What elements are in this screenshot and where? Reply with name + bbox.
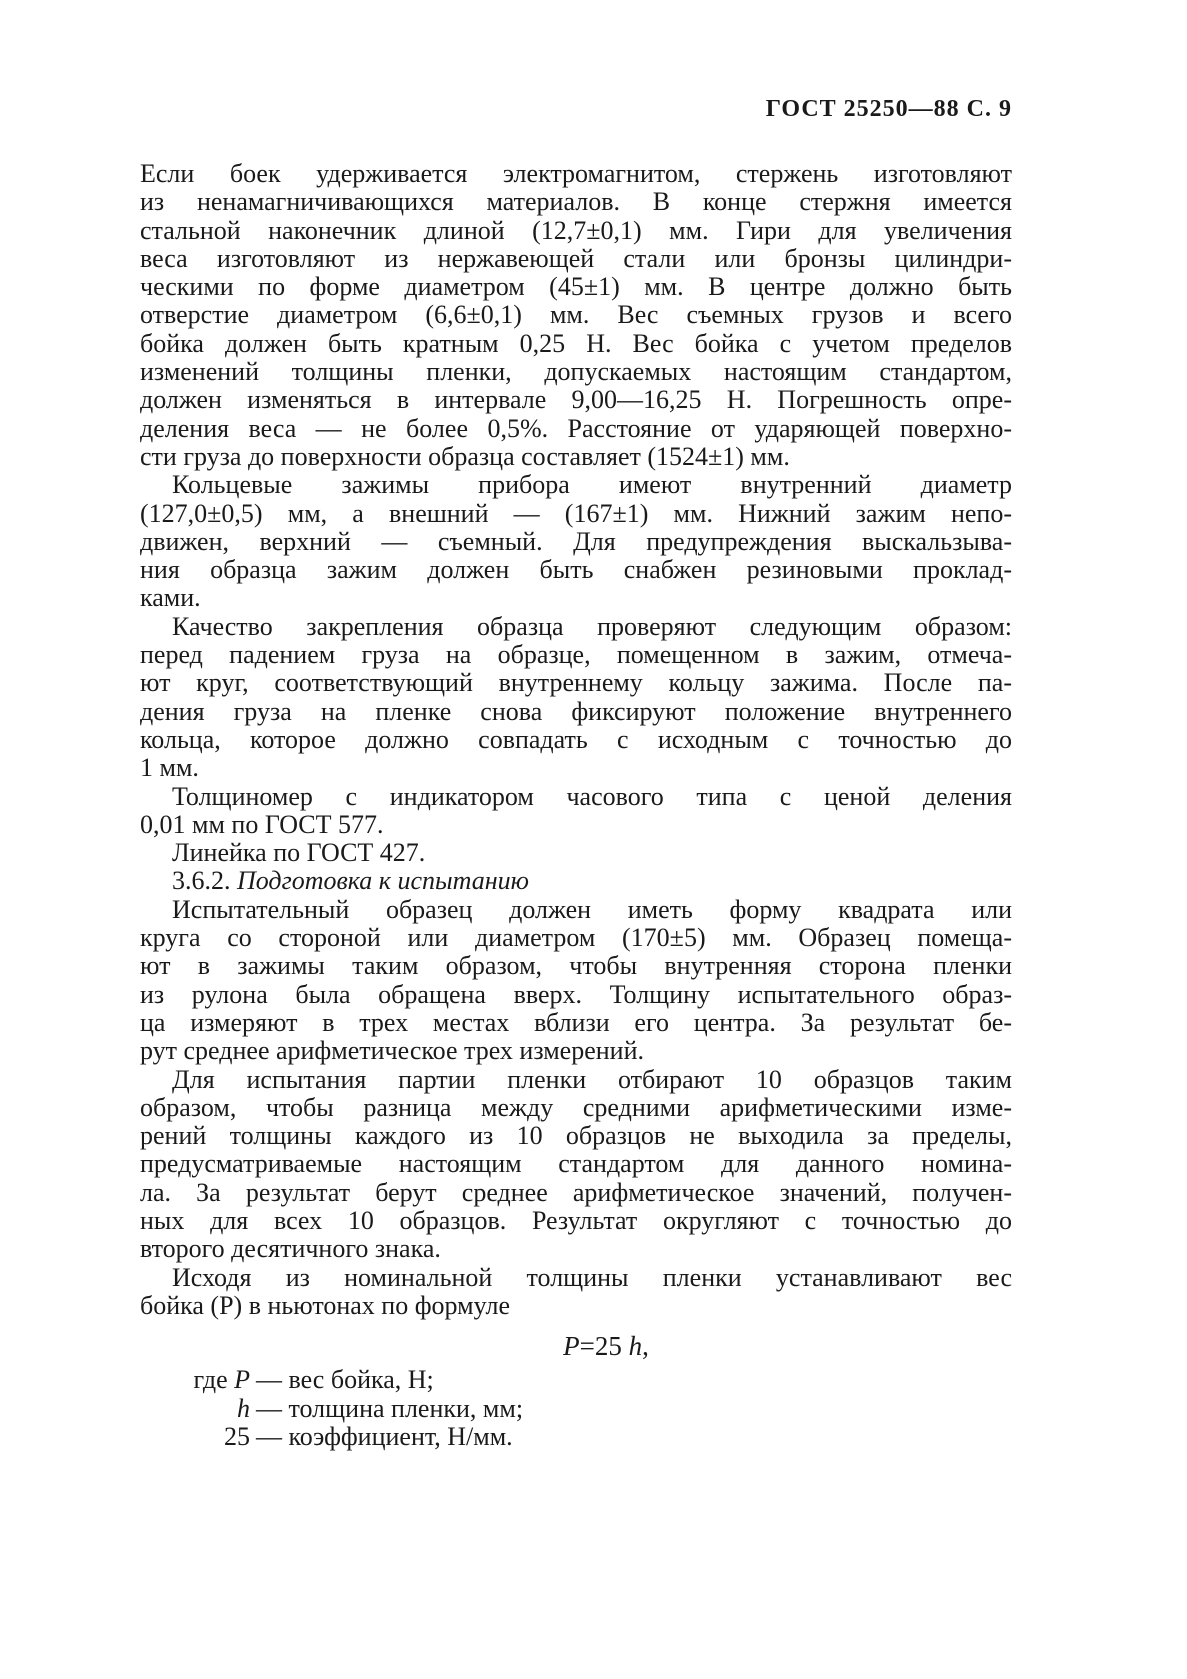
text-line-content: второго десятичного знака. [140,1234,441,1264]
text-line-content: дения груза на пленке снова фиксируют положение внутреннего [140,696,1012,726]
text-line [140,1179,1012,1207]
formula-rhs: =25 [579,1331,629,1362]
legend-symbol: 25 [224,1422,250,1452]
formula-lhs: P [563,1331,580,1362]
legend-text: — вес бойка, Н; [256,1365,434,1395]
text-line-content: рений толщины каждого из 10 образцов не выходила за пределы, [140,1121,1012,1151]
document-body [140,160,1012,1320]
text-line [140,981,1012,1009]
text-line [140,528,1012,556]
text-line [140,1037,1012,1065]
text-line [140,924,1012,952]
legend-text: — толщина пленки, мм; [256,1393,524,1423]
text-line [140,783,1012,811]
text-line [140,1122,1012,1150]
text-line-content: ния образца зажим должен быть снабжен резиновыми проклад- [140,555,1012,585]
text-line [140,811,1012,839]
text-line-content: кольца, которое должно совпадать с исходным с точностью до [140,724,1012,754]
text-line-content: должен изменяться в интервале 9,00—16,25 Н. Погрешность опре- [140,385,1012,415]
text-line [140,415,1012,443]
text-line [140,358,1012,386]
text-line [140,669,1012,697]
text-line-content: отверстие диаметром (6,6±0,1) мм. Вес съемных грузов и всего [140,300,1012,330]
legend-symbol: P [234,1365,250,1395]
formula [140,1330,1012,1362]
text-line [140,613,1012,641]
text-line-content: Если боек удерживается электромагнитом, стержень изготовляют [140,159,1012,188]
text-line-content: 3.6.2. [172,866,237,896]
text-line-content: предусматриваемые настоящим стандартом для данного номина- [140,1149,1012,1179]
text-line-content: ца измеряют в трех местах вблизи его центра. За результат бе- [140,1007,1012,1037]
text-line-content: круга со стороной или диаметром (170±5) мм. Образец помеща- [140,923,1012,953]
text-line-content: Толщиномер с индикатором часового типа с ценой деления [172,781,1012,811]
text-line-content: ками. [140,583,201,613]
text-line [140,952,1012,980]
text-line-content: из рулона была обращена вверх. Толщину испытательного образ- [140,979,1012,1009]
text-line-content: образом, чтобы разница между средними арифметическими изме- [140,1092,1012,1122]
text-line-content: ют в зажимы таким образом, чтобы внутренняя сторона пленки [140,951,1012,981]
text-line [140,245,1012,273]
text-line [140,188,1012,216]
text-line-content: Исходя из номинальной толщины пленки устанавливают вес [172,1262,1012,1292]
text-line-content: изменений толщины пленки, допускаемых настоящим стандартом, [140,357,1012,387]
text-line [140,698,1012,726]
legend-symbol: h [237,1393,250,1423]
text-line [140,160,1012,188]
text-line-content: ных для всех 10 образцов. Результат округляют с точностью до [140,1205,1012,1235]
formula-var: h [628,1331,643,1362]
text-line-content: перед падением груза на образце, помещенном в зажим, отмеча- [140,640,1012,670]
text-line-content: стальной наконечник длиной (12,7±0,1) мм. Гири для увеличения [140,215,1012,245]
page-content [140,160,1012,1452]
formula-legend [140,1366,1012,1452]
legend-row [140,1395,1012,1424]
text-line-content: деления веса — не более 0,5%. Расстояние от ударяющей поверхно- [140,413,1012,443]
text-line [140,301,1012,329]
legend-row [140,1423,1012,1452]
section-title: Подготовка к испытанию [237,866,529,896]
text-line-content: из ненамагничивающихся материалов. В конце стержня имеется [140,187,1012,217]
text-line-content: веса изготовляют из нержавеющей стали или бронзы цилиндри- [140,243,1012,273]
text-line [140,217,1012,245]
text-line-content: Испытательный образец должен иметь форму квадрата или [172,894,1012,924]
text-line-content: Для испытания партии пленки отбирают 10 образцов таким [172,1064,1012,1094]
section-heading [140,867,1012,895]
legend-prefix: где [193,1365,235,1395]
text-line [140,726,1012,754]
text-line [140,1235,1012,1263]
text-line [140,1264,1012,1292]
text-line [140,1009,1012,1037]
text-line-content: 0,01 мм по ГОСТ 577. [140,809,384,839]
text-line [140,386,1012,414]
text-line [140,896,1012,924]
text-line [140,1066,1012,1094]
legend-row [140,1366,1012,1395]
legend-text: — коэффициент, Н/мм. [256,1422,513,1452]
text-line-content: движен, верхний — съемный. Для предупреждения выскальзыва- [140,526,1012,556]
text-line [140,443,1012,471]
text-line [140,1150,1012,1178]
text-line [140,471,1012,499]
text-line [140,1292,1012,1320]
text-line [140,641,1012,669]
text-line-content: сти груза до поверхности образца составляет (1524±1) мм. [140,441,790,471]
text-line [140,839,1012,867]
text-line-content: Кольцевые зажимы прибора имеют внутренний диаметр [172,470,1012,500]
text-line [140,330,1012,358]
text-line-content: рут среднее арифметическое трех измерений. [140,1036,644,1066]
text-line [140,1207,1012,1235]
text-line-content: Линейка по ГОСТ 427. [172,838,426,868]
text-line-content: ла. За результат берут среднее арифметическое значений, получен- [140,1177,1012,1207]
text-line [140,584,1012,612]
text-line-content: (127,0±0,5) мм, а внешний — (167±1) мм. Нижний зажим непо- [140,498,1012,528]
text-line-content: 1 мм. [140,753,199,783]
text-line-content: ют круг, соответствующий внутреннему кольцу зажима. После па- [140,668,1012,698]
text-line-content: ческими по форме диаметром (45±1) мм. В центре должно быть [140,272,1012,302]
text-line-content: бойка (P) в ньютонах по формуле [140,1290,510,1320]
text-line [140,754,1012,782]
page-header: ГОСТ 25250—88 С. 9 [765,96,1012,122]
formula-tail: , [642,1331,649,1362]
text-line [140,556,1012,584]
text-line [140,1094,1012,1122]
text-line [140,500,1012,528]
text-line [140,273,1012,301]
text-line-content: бойка должен быть кратным 0,25 Н. Вес бойка с учетом пределов [140,328,1012,358]
text-line-content: Качество закрепления образца проверяют следующим образом: [172,611,1012,641]
